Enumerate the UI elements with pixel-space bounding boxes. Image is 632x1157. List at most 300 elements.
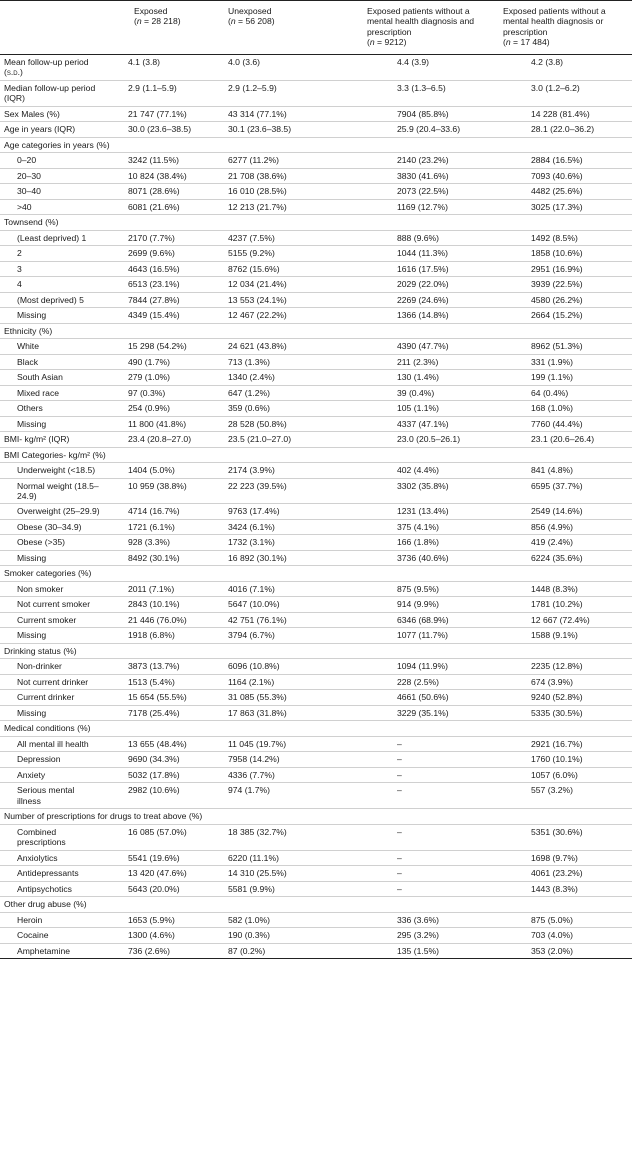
- cell-value: 5155 (9.2%): [216, 246, 359, 261]
- cell-value: 3939 (22.5%): [495, 277, 632, 292]
- cell-value: 2.9 (1.2–5.9): [216, 80, 359, 106]
- cell-value: 6346 (68.9%): [359, 612, 495, 627]
- cell-value: 6277 (11.2%): [216, 153, 359, 168]
- cell-value: 23.5 (21.0–27.0): [216, 432, 359, 447]
- table-row: [0, 783, 632, 809]
- cell-value: 1732 (3.1%): [216, 535, 359, 550]
- cell-value: 5647 (10.0%): [216, 597, 359, 612]
- cell-value: 1340 (2.4%): [216, 370, 359, 385]
- cell-value: –: [359, 881, 495, 896]
- cell-value: 1404 (5.0%): [104, 463, 216, 478]
- cell-value: 24 621 (43.8%): [216, 339, 359, 354]
- cell-value: 2140 (23.2%): [359, 153, 495, 168]
- cell-value: 4390 (47.7%): [359, 339, 495, 354]
- cell-value: 7178 (25.4%): [104, 705, 216, 720]
- cell-value: 736 (2.6%): [104, 943, 216, 958]
- cell-value: 2843 (10.1%): [104, 597, 216, 612]
- table-row: [0, 432, 632, 447]
- cell-value: 2011 (7.1%): [104, 581, 216, 596]
- cell-value: 199 (1.1%): [495, 370, 632, 385]
- section-header-row: [0, 897, 632, 912]
- cell-value: 7844 (27.8%): [104, 292, 216, 307]
- cell-value: 1366 (14.8%): [359, 308, 495, 323]
- cell-value: 713 (1.3%): [216, 354, 359, 369]
- table-row: [0, 550, 632, 565]
- cell-value: 13 420 (47.6%): [104, 866, 216, 881]
- column-header-count: (n = 17 484): [503, 37, 550, 48]
- column-header-label: Exposed: [134, 6, 168, 16]
- cell-value: 974 (1.7%): [216, 783, 359, 809]
- table-row: [0, 230, 632, 245]
- cell-value: 419 (2.4%): [495, 535, 632, 550]
- cell-value: 4237 (7.5%): [216, 230, 359, 245]
- row-label: Missing: [0, 705, 104, 720]
- row-label: Missing: [0, 416, 104, 431]
- cell-value: 10 824 (38.4%): [104, 168, 216, 183]
- cell-value: 168 (1.0%): [495, 401, 632, 416]
- cell-value: 875 (5.0%): [495, 912, 632, 927]
- cell-value: 3.0 (1.2–6.2): [495, 80, 632, 106]
- section-header-row: [0, 447, 632, 462]
- cell-value: 9690 (34.3%): [104, 752, 216, 767]
- cell-value: 6096 (10.8%): [216, 659, 359, 674]
- cell-value: 1094 (11.9%): [359, 659, 495, 674]
- table-row: [0, 292, 632, 307]
- cell-value: 888 (9.6%): [359, 230, 495, 245]
- cell-value: 21 446 (76.0%): [104, 612, 216, 627]
- cell-value: 42 751 (76.1%): [216, 612, 359, 627]
- row-label: Non smoker: [0, 581, 104, 596]
- row-label: Overweight (25–29.9): [0, 504, 104, 519]
- section-header-row: [0, 721, 632, 736]
- cell-value: 8492 (30.1%): [104, 550, 216, 565]
- cell-value: 4482 (25.6%): [495, 184, 632, 199]
- cell-value: 12 467 (22.2%): [216, 308, 359, 323]
- table-row: [0, 246, 632, 261]
- cell-value: 28.1 (22.0–36.2): [495, 122, 632, 137]
- cell-value: 7760 (44.4%): [495, 416, 632, 431]
- cell-value: 30.1 (23.6–38.5): [216, 122, 359, 137]
- cell-value: 1164 (2.1%): [216, 674, 359, 689]
- cell-value: 43 314 (77.1%): [216, 106, 359, 121]
- table-row: [0, 866, 632, 881]
- cell-value: 2664 (15.2%): [495, 308, 632, 323]
- cell-value: 1858 (10.6%): [495, 246, 632, 261]
- cell-value: 8071 (28.6%): [104, 184, 216, 199]
- section-header-row: [0, 643, 632, 658]
- column-header-2: [216, 1, 359, 55]
- cell-value: 6220 (11.1%): [216, 850, 359, 865]
- cell-value: 3873 (13.7%): [104, 659, 216, 674]
- table-row: [0, 80, 632, 106]
- cell-value: 1918 (6.8%): [104, 628, 216, 643]
- cell-value: 6595 (37.7%): [495, 478, 632, 504]
- section-header-row: [0, 137, 632, 152]
- row-label: (Least deprived) 1: [0, 230, 104, 245]
- column-header-4: [495, 1, 632, 55]
- cell-value: 557 (3.2%): [495, 783, 632, 809]
- table-row: [0, 153, 632, 168]
- row-label: 3: [0, 261, 104, 276]
- cell-value: 130 (1.4%): [359, 370, 495, 385]
- section-label: Age categories in years (%): [0, 137, 632, 152]
- table-row: [0, 519, 632, 534]
- cell-value: 1057 (6.0%): [495, 767, 632, 782]
- cell-value: 703 (4.0%): [495, 928, 632, 943]
- table-row: [0, 736, 632, 751]
- cell-value: 2269 (24.6%): [359, 292, 495, 307]
- row-label: Black: [0, 354, 104, 369]
- cell-value: 3794 (6.7%): [216, 628, 359, 643]
- cell-value: 8762 (15.6%): [216, 261, 359, 276]
- row-label: Combined prescriptions: [0, 824, 104, 850]
- cell-value: –: [359, 736, 495, 751]
- table-row: [0, 416, 632, 431]
- cell-value: –: [359, 824, 495, 850]
- row-label: Amphetamine: [0, 943, 104, 958]
- cell-value: 211 (2.3%): [359, 354, 495, 369]
- cell-value: 2699 (9.6%): [104, 246, 216, 261]
- section-header-row: [0, 323, 632, 338]
- cell-value: 10 959 (38.8%): [104, 478, 216, 504]
- cell-value: 4.2 (3.8): [495, 54, 632, 80]
- cell-value: 28 528 (50.8%): [216, 416, 359, 431]
- cell-value: 5581 (9.9%): [216, 881, 359, 896]
- row-label: Mixed race: [0, 385, 104, 400]
- table-row: [0, 850, 632, 865]
- cell-value: –: [359, 752, 495, 767]
- section-label: BMI Categories- kg/m² (%): [0, 447, 632, 462]
- cell-value: 17 863 (31.8%): [216, 705, 359, 720]
- row-label: South Asian: [0, 370, 104, 385]
- cell-value: 7904 (85.8%): [359, 106, 495, 121]
- row-label: All mental ill health: [0, 736, 104, 751]
- cell-value: 1300 (4.6%): [104, 928, 216, 943]
- cell-value: 14 228 (81.4%): [495, 106, 632, 121]
- cell-value: 11 045 (19.7%): [216, 736, 359, 751]
- cell-value: 2921 (16.7%): [495, 736, 632, 751]
- section-label: Medical conditions (%): [0, 721, 632, 736]
- cell-value: 25.9 (20.4–33.6): [359, 122, 495, 137]
- cell-value: 647 (1.2%): [216, 385, 359, 400]
- table-row: [0, 54, 632, 80]
- cell-value: 23.1 (20.6–26.4): [495, 432, 632, 447]
- row-label: Underweight (<18.5): [0, 463, 104, 478]
- row-label: Current smoker: [0, 612, 104, 627]
- cell-value: 1448 (8.3%): [495, 581, 632, 596]
- cell-value: 5351 (30.6%): [495, 824, 632, 850]
- row-label: Others: [0, 401, 104, 416]
- table-row: [0, 690, 632, 705]
- cell-value: 21 747 (77.1%): [104, 106, 216, 121]
- column-header-label: Exposed patients without a mental health diagnosis or prescription: [503, 6, 606, 37]
- cell-value: 2.9 (1.1–5.9): [104, 80, 216, 106]
- cell-value: 4349 (15.4%): [104, 308, 216, 323]
- cell-value: 1616 (17.5%): [359, 261, 495, 276]
- cell-value: 1721 (6.1%): [104, 519, 216, 534]
- cell-value: 23.0 (20.5–26.1): [359, 432, 495, 447]
- cell-value: 5541 (19.6%): [104, 850, 216, 865]
- row-label: Missing: [0, 550, 104, 565]
- table-row: [0, 535, 632, 550]
- cell-value: –: [359, 767, 495, 782]
- table-row: [0, 659, 632, 674]
- row-label: Not current smoker: [0, 597, 104, 612]
- cell-value: 14 310 (25.5%): [216, 866, 359, 881]
- table-row: [0, 824, 632, 850]
- cell-value: 3736 (40.6%): [359, 550, 495, 565]
- cell-value: 3.3 (1.3–6.5): [359, 80, 495, 106]
- section-label: Drinking status (%): [0, 643, 632, 658]
- cell-value: 1698 (9.7%): [495, 850, 632, 865]
- cell-value: 1169 (12.7%): [359, 199, 495, 214]
- column-header-label: Exposed patients without a mental health diagnosis and prescription: [367, 6, 475, 37]
- cell-value: 856 (4.9%): [495, 519, 632, 534]
- cell-value: 875 (9.5%): [359, 581, 495, 596]
- row-label: Antidepressants: [0, 866, 104, 881]
- cell-value: 13 655 (48.4%): [104, 736, 216, 751]
- cell-value: 1443 (8.3%): [495, 881, 632, 896]
- column-header-3: [359, 1, 495, 55]
- table-row: [0, 912, 632, 927]
- cell-value: 5643 (20.0%): [104, 881, 216, 896]
- table-row: [0, 339, 632, 354]
- cell-value: 2549 (14.6%): [495, 504, 632, 519]
- row-label: 20–30: [0, 168, 104, 183]
- cell-value: 4714 (16.7%): [104, 504, 216, 519]
- section-label: Smoker categories (%): [0, 566, 632, 581]
- cell-value: 336 (3.6%): [359, 912, 495, 927]
- cell-value: 228 (2.5%): [359, 674, 495, 689]
- section-header-row: [0, 809, 632, 824]
- table-row: [0, 463, 632, 478]
- cell-value: 3242 (11.5%): [104, 153, 216, 168]
- table-row: [0, 385, 632, 400]
- cell-value: 3830 (41.6%): [359, 168, 495, 183]
- row-label: Antipsychotics: [0, 881, 104, 896]
- cell-value: 375 (4.1%): [359, 519, 495, 534]
- cell-value: 4061 (23.2%): [495, 866, 632, 881]
- row-label: White: [0, 339, 104, 354]
- cell-value: 4.0 (3.6): [216, 54, 359, 80]
- table-row: [0, 308, 632, 323]
- cell-value: 15 654 (55.5%): [104, 690, 216, 705]
- column-header-count: (n = 28 218): [134, 16, 181, 27]
- cell-value: 4016 (7.1%): [216, 581, 359, 596]
- row-label: Current drinker: [0, 690, 104, 705]
- cell-value: 3424 (6.1%): [216, 519, 359, 534]
- cell-value: 402 (4.4%): [359, 463, 495, 478]
- cell-value: 4336 (7.7%): [216, 767, 359, 782]
- cell-value: –: [359, 850, 495, 865]
- table-row: [0, 370, 632, 385]
- cell-value: 4661 (50.6%): [359, 690, 495, 705]
- cell-value: 105 (1.1%): [359, 401, 495, 416]
- cell-value: 4.1 (3.8): [104, 54, 216, 80]
- cell-value: 16 085 (57.0%): [104, 824, 216, 850]
- column-header-count: (n = 56 208): [228, 16, 275, 27]
- row-label: BMI- kg/m² (IQR): [0, 432, 104, 447]
- cell-value: 30.0 (23.6–38.5): [104, 122, 216, 137]
- table-row: [0, 122, 632, 137]
- cell-value: 279 (1.0%): [104, 370, 216, 385]
- table-row: [0, 767, 632, 782]
- table-row: [0, 597, 632, 612]
- cell-value: 914 (9.9%): [359, 597, 495, 612]
- section-label: Number of prescriptions for drugs to treat above (%): [0, 809, 632, 824]
- row-label: >40: [0, 199, 104, 214]
- cell-value: 4337 (47.1%): [359, 416, 495, 431]
- row-label: Cocaine: [0, 928, 104, 943]
- cell-value: 674 (3.9%): [495, 674, 632, 689]
- cell-value: 9763 (17.4%): [216, 504, 359, 519]
- cell-value: 31 085 (55.3%): [216, 690, 359, 705]
- table-row: [0, 928, 632, 943]
- cell-value: 2174 (3.9%): [216, 463, 359, 478]
- row-label: Obese (30–34.9): [0, 519, 104, 534]
- cell-value: 97 (0.3%): [104, 385, 216, 400]
- cell-value: 3025 (17.3%): [495, 199, 632, 214]
- cell-value: 5032 (17.8%): [104, 767, 216, 782]
- table-row: [0, 354, 632, 369]
- cell-value: 1231 (13.4%): [359, 504, 495, 519]
- table-row: [0, 168, 632, 183]
- cell-value: 13 553 (24.1%): [216, 292, 359, 307]
- cell-value: 2982 (10.6%): [104, 783, 216, 809]
- cell-value: 166 (1.8%): [359, 535, 495, 550]
- cell-value: 39 (0.4%): [359, 385, 495, 400]
- cell-value: 7093 (40.6%): [495, 168, 632, 183]
- cell-value: 23.4 (20.8–27.0): [104, 432, 216, 447]
- cell-value: 1077 (11.7%): [359, 628, 495, 643]
- cell-value: 87 (0.2%): [216, 943, 359, 958]
- cell-value: 582 (1.0%): [216, 912, 359, 927]
- cell-value: 1653 (5.9%): [104, 912, 216, 927]
- cell-value: 11 800 (41.8%): [104, 416, 216, 431]
- table-row: [0, 612, 632, 627]
- cell-value: 928 (3.3%): [104, 535, 216, 550]
- table-row: [0, 401, 632, 416]
- cell-value: 16 892 (30.1%): [216, 550, 359, 565]
- cell-value: 135 (1.5%): [359, 943, 495, 958]
- table-row: [0, 261, 632, 276]
- cell-value: 12 034 (21.4%): [216, 277, 359, 292]
- cell-value: 12 213 (21.7%): [216, 199, 359, 214]
- row-label: Heroin: [0, 912, 104, 927]
- table-row: [0, 199, 632, 214]
- row-label: Missing: [0, 308, 104, 323]
- table-row: [0, 674, 632, 689]
- cell-value: 331 (1.9%): [495, 354, 632, 369]
- row-label: Serious mental illness: [0, 783, 104, 809]
- row-label: (Most deprived) 5: [0, 292, 104, 307]
- cell-value: 8962 (51.3%): [495, 339, 632, 354]
- row-label: Anxiety: [0, 767, 104, 782]
- row-label: Non-drinker: [0, 659, 104, 674]
- row-label: 30–40: [0, 184, 104, 199]
- cell-value: 21 708 (38.6%): [216, 168, 359, 183]
- cell-value: 295 (3.2%): [359, 928, 495, 943]
- table-row: [0, 106, 632, 121]
- table-row: [0, 705, 632, 720]
- cell-value: 6224 (35.6%): [495, 550, 632, 565]
- cell-value: 12 667 (72.4%): [495, 612, 632, 627]
- row-label: Missing: [0, 628, 104, 643]
- row-label: Normal weight (18.5–24.9): [0, 478, 104, 504]
- cell-value: 1492 (8.5%): [495, 230, 632, 245]
- cell-value: –: [359, 866, 495, 881]
- cell-value: 4643 (16.5%): [104, 261, 216, 276]
- cell-value: 490 (1.7%): [104, 354, 216, 369]
- cell-value: 22 223 (39.5%): [216, 478, 359, 504]
- row-label: Not current drinker: [0, 674, 104, 689]
- section-header-row: [0, 215, 632, 230]
- cell-value: 2073 (22.5%): [359, 184, 495, 199]
- row-label: Obese (>35): [0, 535, 104, 550]
- column-header-1: [104, 1, 216, 55]
- cell-value: 7958 (14.2%): [216, 752, 359, 767]
- cell-value: 353 (2.0%): [495, 943, 632, 958]
- column-header-0: [0, 1, 104, 55]
- column-header-count: (n = 9212): [367, 37, 407, 48]
- table-row: [0, 628, 632, 643]
- cell-value: 1513 (5.4%): [104, 674, 216, 689]
- cell-value: 2235 (12.8%): [495, 659, 632, 674]
- section-label: Ethnicity (%): [0, 323, 632, 338]
- cell-value: 841 (4.8%): [495, 463, 632, 478]
- cell-value: 16 010 (28.5%): [216, 184, 359, 199]
- row-label: Depression: [0, 752, 104, 767]
- cell-value: 15 298 (54.2%): [104, 339, 216, 354]
- row-label: 4: [0, 277, 104, 292]
- column-header-label: Unexposed: [228, 6, 272, 16]
- row-label: Median follow-up period (IQR): [0, 80, 104, 106]
- section-label: Townsend (%): [0, 215, 632, 230]
- section-label: Other drug abuse (%): [0, 897, 632, 912]
- cell-value: 1760 (10.1%): [495, 752, 632, 767]
- cell-value: 359 (0.6%): [216, 401, 359, 416]
- table-row: [0, 881, 632, 896]
- cell-value: 254 (0.9%): [104, 401, 216, 416]
- table-row: [0, 277, 632, 292]
- table-row: [0, 581, 632, 596]
- cell-value: 6513 (23.1%): [104, 277, 216, 292]
- cell-value: 1781 (10.2%): [495, 597, 632, 612]
- cell-value: 64 (0.4%): [495, 385, 632, 400]
- table-header-row: [0, 1, 632, 55]
- section-header-row: [0, 566, 632, 581]
- cell-value: –: [359, 783, 495, 809]
- cell-value: 3302 (35.8%): [359, 478, 495, 504]
- table-row: [0, 943, 632, 958]
- cell-value: 190 (0.3%): [216, 928, 359, 943]
- table-row: [0, 478, 632, 504]
- cell-value: 9240 (52.8%): [495, 690, 632, 705]
- row-label: Sex Males (%): [0, 106, 104, 121]
- cell-value: 2884 (16.5%): [495, 153, 632, 168]
- cell-value: 18 385 (32.7%): [216, 824, 359, 850]
- cell-value: 2170 (7.7%): [104, 230, 216, 245]
- row-label: 2: [0, 246, 104, 261]
- cell-value: 3229 (35.1%): [359, 705, 495, 720]
- table-body: [0, 54, 632, 958]
- cell-value: 2951 (16.9%): [495, 261, 632, 276]
- row-label: Age in years (IQR): [0, 122, 104, 137]
- cell-value: 2029 (22.0%): [359, 277, 495, 292]
- row-label: 0–20: [0, 153, 104, 168]
- cell-value: 4.4 (3.9): [359, 54, 495, 80]
- cell-value: 1044 (11.3%): [359, 246, 495, 261]
